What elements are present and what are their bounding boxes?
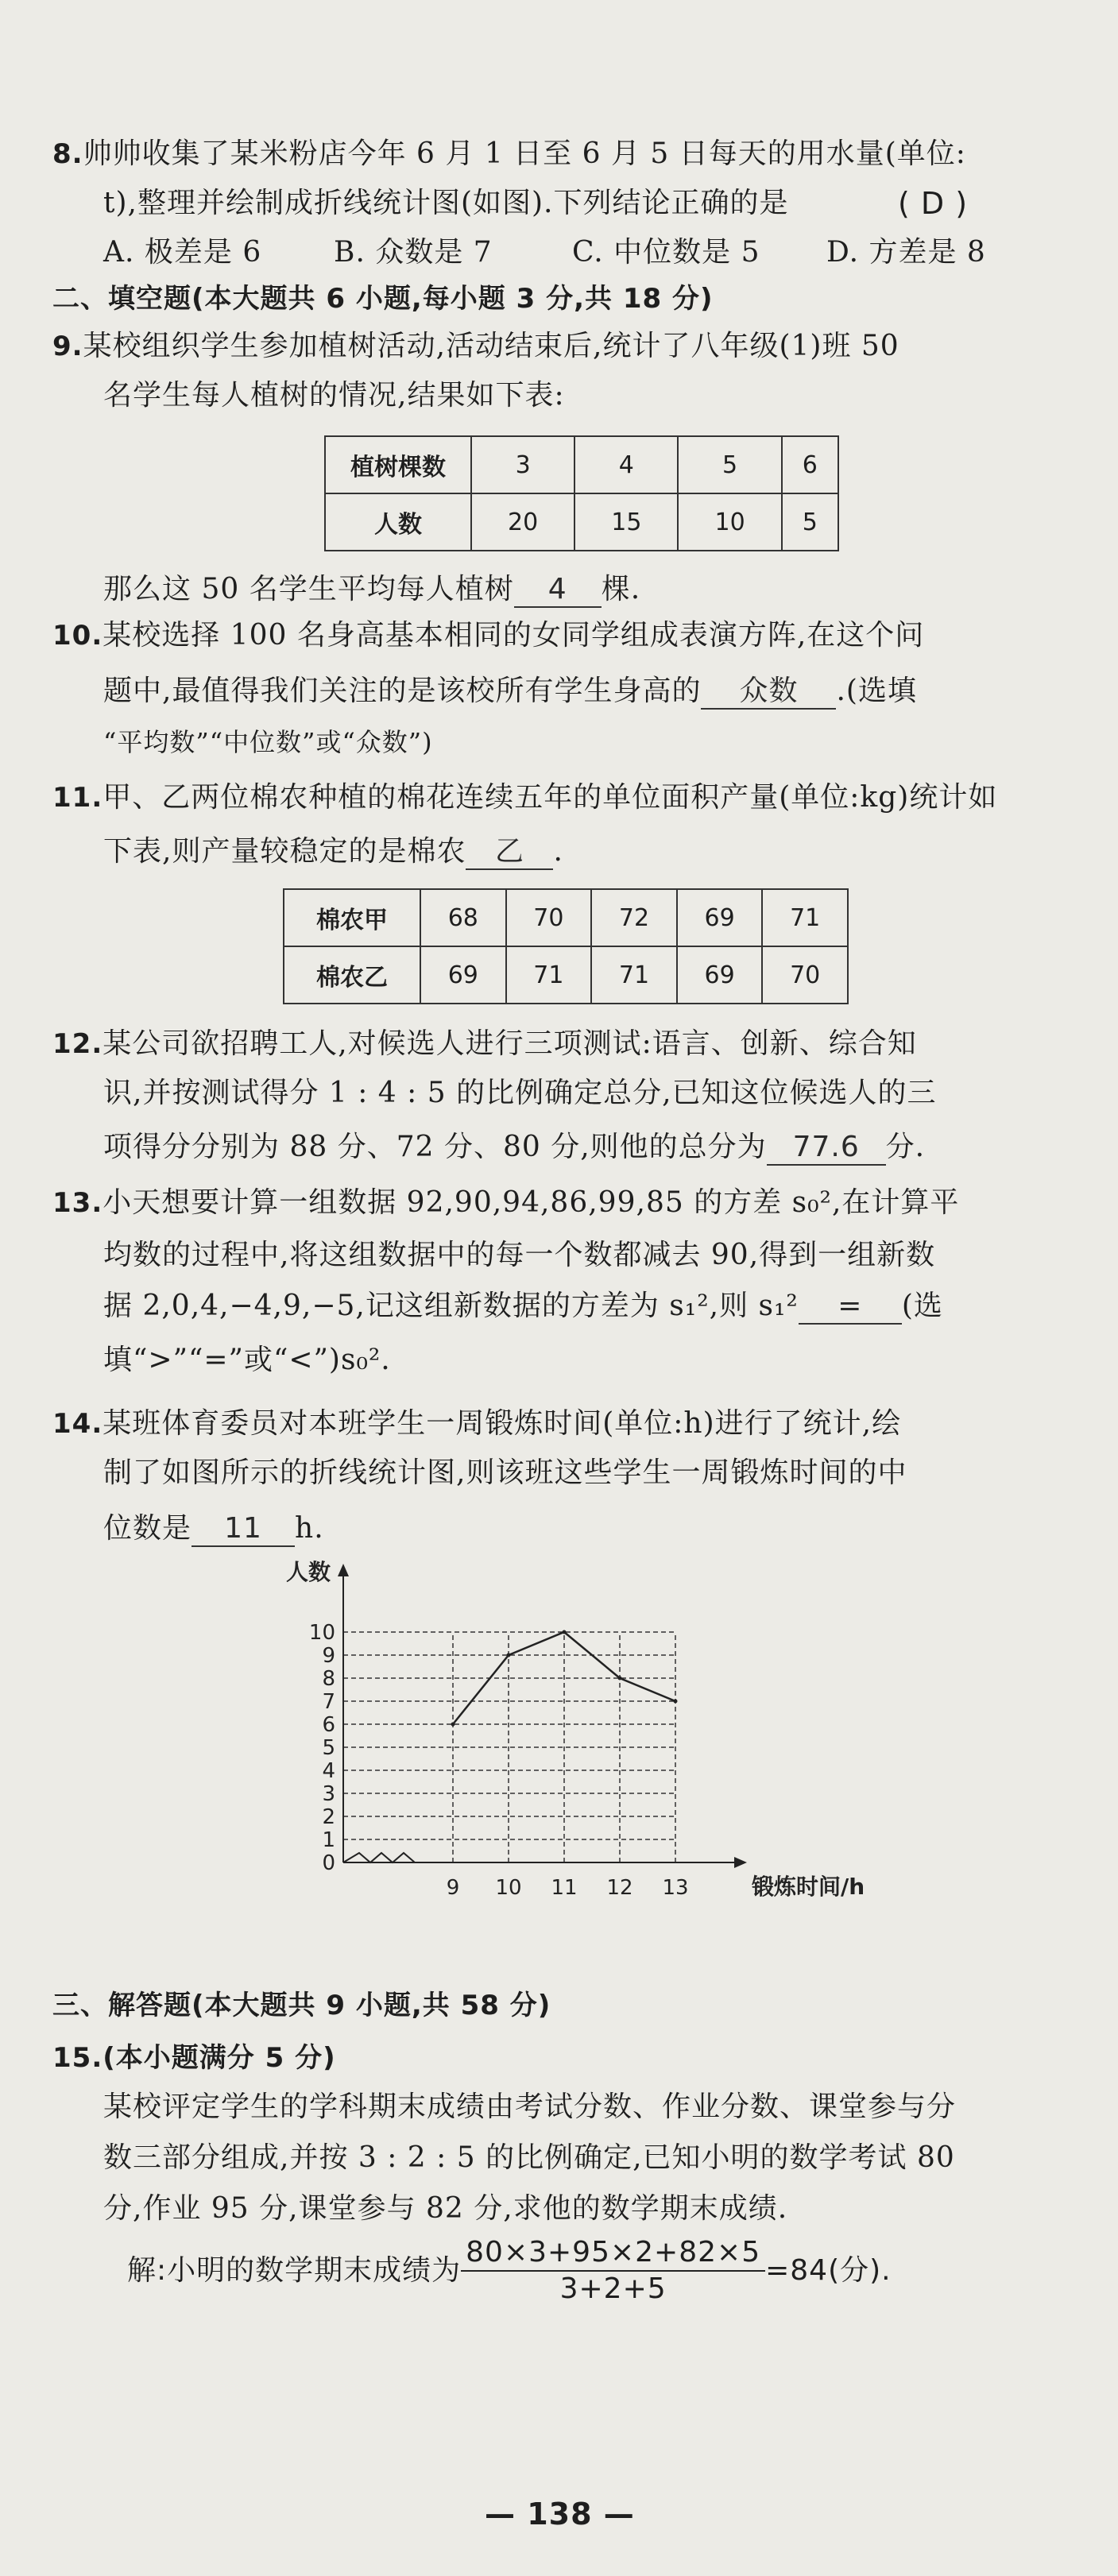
section-2-title: 二、填空题(本大题共 6 小题,每小题 3 分,共 18 分) [52,283,714,315]
table-cell: 4 [574,436,678,493]
q8-option-c: C. 中位数是 5 [572,236,760,269]
q12-answer-blank: 77.6 [767,1131,886,1166]
q10-text-3: “平均数”“中位数”或“众数”) [103,727,433,757]
q15-line2 [103,2139,955,2177]
q14-line-chart [270,1557,922,1971]
table-cell: 70 [762,946,848,1004]
y-tick-label: 1 [322,1828,335,1852]
q10-answer-blank: 众数 [701,675,836,710]
q15-solution-prefix: 解:小明的数学期末成绩为 [127,2254,462,2287]
q11-number: 11. [52,782,103,814]
y-tick-label: 7 [322,1690,335,1714]
y-tick-label: 8 [322,1667,335,1691]
q8-option-b: B. 众数是 7 [334,236,493,269]
q12-line1 [52,1025,917,1063]
table-cell: 15 [574,493,678,551]
q11-line2 [103,833,563,871]
q8-number: 8. [52,138,83,170]
table-cell: 人数 [325,493,471,551]
q12-line3 [103,1128,925,1166]
q14-line2 [103,1454,907,1492]
q15-line1 [103,2088,956,2126]
q12-text-2: 识,并按测试得分 1 : 4 : 5 的比例确定总分,已知这位候选人的三 [103,1077,937,1109]
q9-text-1: 某校组织学生参加植树活动,活动结束后,统计了八年级(1)班 50 [83,330,899,362]
data-point [507,1654,511,1657]
q14-text-3: 位数是 [103,1512,192,1545]
q11-table [283,888,849,1004]
table-cell: 10 [678,493,781,551]
q9-text-2: 名学生每人植树的情况,结果如下表: [103,379,565,412]
x-tick-label: 11 [551,1876,578,1900]
q15-head-line [52,2039,336,2077]
axis-break-icon [343,1853,415,1862]
q11-answer-blank: 乙 [466,835,553,870]
q10-number: 10. [52,620,103,652]
q9-after-pre: 那么这 50 名学生平均每人植树 [103,573,514,605]
table-cell: 5 [782,493,838,551]
q11-text-2: 下表,则产量较稳定的是棉农 [103,835,466,868]
table-cell: 20 [471,493,574,551]
q14-text-1: 某班体育委员对本班学生一周锻炼时间(单位:h)进行了统计,绘 [103,1407,902,1440]
q13-text-1: 小天想要计算一组数据 92,90,94,86,99,85 的方差 s₀²,在计算平 [103,1186,960,1219]
y-axis-arrow-icon [338,1564,349,1576]
data-point [674,1700,678,1704]
y-tick-label: 5 [322,1736,335,1760]
q13-text-3b: (选 [901,1290,943,1322]
q12-line2 [103,1074,937,1112]
q15-solution-result: =84(分). [765,2254,892,2287]
table-row [325,493,838,551]
data-point [451,1723,455,1727]
table-cell: 68 [420,889,506,946]
q9-line2 [103,377,565,415]
q15-solution [127,2234,892,2307]
q10-line3 [103,723,433,761]
x-axis-arrow-icon [734,1857,747,1868]
y-tick-label: 9 [322,1644,335,1668]
q11-text-2b: . [553,835,563,868]
q8-text-1: 帅帅收集了某米粉店今年 6 月 1 日至 6 月 5 日每天的用水量(单位: [83,137,966,170]
q13-answer-blank: = [799,1290,902,1325]
q8-option-a: A. 极差是 6 [103,236,262,269]
y-tick-label: 10 [308,1621,335,1645]
q15-fraction-numerator: 80×3+95×2+82×5 [461,2235,765,2272]
q14-line3 [103,1510,324,1548]
q8-line2 [103,184,789,222]
table-cell: 69 [677,946,763,1004]
table-cell: 71 [591,946,677,1004]
x-tick-label: 13 [662,1876,689,1900]
q14-line1 [52,1405,901,1443]
data-point [618,1677,622,1681]
q15-fraction-denominator: 3+2+5 [559,2272,667,2305]
table-row [325,436,838,493]
table-cell: 70 [506,889,592,946]
q9-table [324,435,839,551]
table-cell: 棉农乙 [284,946,420,1004]
q15-text-3: 分,作业 95 分,课堂参与 82 分,求他的数学期末成绩. [103,2192,788,2225]
table-cell: 69 [677,889,763,946]
q10-text-2: 题中,最值得我们关注的是该校所有学生身高的 [103,675,702,707]
q13-line3 [103,1287,943,1325]
q15-line3 [103,2190,787,2228]
q12-text-3: 项得分分别为 88 分、72 分、80 分,则他的总分为 [103,1131,767,1163]
q10-text-1: 某校选择 100 名身高基本相同的女同学组成表演方阵,在这个问 [103,619,925,652]
page-number: — 138 — [485,2497,635,2532]
section-3-title: 三、解答题(本大题共 9 小题,共 58 分) [52,1990,551,2021]
table-row [284,946,848,1004]
q10-line1 [52,617,924,655]
q14-text-3b: h. [295,1512,324,1545]
q8-text-2: t),整理并绘制成折线统计图(如图).下列结论正确的是 [103,187,789,219]
q10-text-2b: .(选填 [836,675,917,707]
q14-answer-blank: 11 [191,1512,295,1547]
q14-number: 14. [52,1408,103,1440]
table-cell: 71 [762,889,848,946]
q15-fraction [461,2235,765,2307]
table-cell: 5 [678,436,781,493]
q9-number: 9. [52,331,83,362]
table-cell: 3 [471,436,574,493]
table-row [284,889,848,946]
x-axis-label: 锻炼时间/h [752,1874,865,1900]
q13-text-2: 均数的过程中,将这组数据中的每一个数都减去 90,得到一组新数 [103,1239,936,1271]
q8-options [103,234,986,272]
q15-number: 15. [52,2042,103,2074]
table-cell: 69 [420,946,506,1004]
y-tick-label: 4 [322,1759,335,1783]
q11-text-1: 甲、乙两位棉农种植的棉花连续五年的单位面积产量(单位:kg)统计如 [103,781,998,814]
table-cell: 72 [591,889,677,946]
q15-text-2: 数三部分组成,并按 3 : 2 : 5 的比例确定,已知小明的数学考试 80 [103,2141,955,2174]
q10-line2 [103,672,917,710]
x-tick-label: 9 [446,1876,460,1900]
q13-number: 13. [52,1187,103,1219]
q13-text-3: 据 2,0,4,−4,9,−5,记这组新数据的方差为 s₁²,则 s₁² [103,1290,799,1322]
q13-text-4: 填“>”“=”或“<”)s₀². [103,1344,391,1376]
q9-answer-blank: 4 [514,573,602,608]
table-cell: 71 [506,946,592,1004]
q14-text-2: 制了如图所示的折线统计图,则该班这些学生一周锻炼时间的中 [103,1456,907,1489]
q8-line1 [52,135,966,173]
table-cell: 植树棵数 [325,436,471,493]
q12-number: 12. [52,1028,103,1060]
q15-head: (本小题满分 5 分) [103,2042,336,2074]
q9-after-line [103,571,640,609]
q13-line1 [52,1184,959,1222]
q11-line1 [52,779,997,817]
q12-text-3b: 分. [885,1131,926,1163]
q8-option-d: D. 方差是 8 [826,236,986,269]
q15-text-1: 某校评定学生的学科期末成绩由考试分数、作业分数、课堂参与分 [103,2091,957,2123]
y-axis-label: 人数 [286,1559,331,1585]
y-tick-label: 0 [322,1851,335,1875]
q9-line1 [52,327,899,366]
y-tick-label: 2 [322,1805,335,1829]
q9-after-post: 棵. [601,573,641,605]
q12-text-1: 某公司欲招聘工人,对候选人进行三项测试:语言、创新、综合知 [103,1027,917,1060]
y-tick-label: 3 [322,1782,335,1806]
data-point [563,1630,567,1634]
q13-line2 [103,1236,935,1274]
y-tick-label: 6 [322,1713,335,1737]
q8-answer: ( D ) [898,186,969,221]
x-tick-label: 12 [606,1876,633,1900]
q13-line4 [103,1341,391,1379]
table-cell: 6 [782,436,838,493]
x-tick-label: 10 [495,1876,522,1900]
table-cell: 棉农甲 [284,889,420,946]
